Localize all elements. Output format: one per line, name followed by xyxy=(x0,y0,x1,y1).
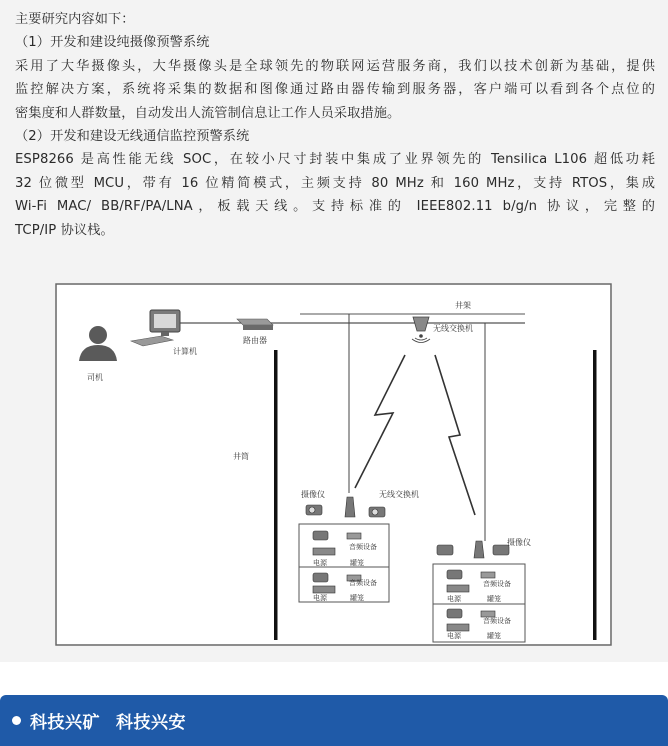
camera-icon xyxy=(313,573,328,582)
audio-device-icon xyxy=(347,533,361,539)
power-label: 电源 xyxy=(447,595,461,603)
camera-icon xyxy=(306,505,322,515)
shaft-label: 井筒 xyxy=(233,452,249,461)
power-icon xyxy=(313,548,335,555)
section-heading-1: （1）开发和建设纯摄像预警系统 xyxy=(15,35,210,51)
audio-device-label: 音频设备 xyxy=(483,617,511,625)
power-label: 电源 xyxy=(313,594,327,602)
wireless-switch-mid-icon xyxy=(345,497,355,517)
camera-icon xyxy=(447,570,462,579)
shaft-wall-right xyxy=(593,350,597,640)
audio-device-label: 音频设备 xyxy=(483,580,511,588)
router-label: 路由器 xyxy=(243,336,267,345)
cage-label: 罐笼 xyxy=(487,632,501,640)
wireless-switch-mid-label: 无线交换机 xyxy=(379,490,419,499)
paragraph-line: 监控解决方案，系统将采集的数据和图像通过路由器传输到服务器，客户端可以看到各个点位的 xyxy=(15,82,655,98)
power-label: 电源 xyxy=(313,559,327,567)
bullet-dot-icon xyxy=(12,716,21,725)
slogan-part-1: 科技兴矿 xyxy=(30,713,100,733)
cage-label: 罐笼 xyxy=(487,595,501,603)
power-label: 电源 xyxy=(447,632,461,640)
slogan-title xyxy=(30,708,186,733)
cage-label: 罐笼 xyxy=(350,594,364,602)
audio-device-icon xyxy=(481,572,495,578)
paragraph-line: Wi-Fi MAC/ BB/RF/PA/LNA，板载天线。支持标准的 IEEE802.11 b/g/n 协议，完整的 xyxy=(15,199,655,215)
camera-icon xyxy=(437,545,453,555)
intro-line: 主要研究内容如下： xyxy=(15,12,135,27)
audio-device-label: 音频设备 xyxy=(349,579,377,587)
audio-device-label: 音频设备 xyxy=(349,543,377,551)
camera-right-label: 摄像仪 xyxy=(507,538,531,547)
driver-label: 司机 xyxy=(87,373,103,382)
camera-icon xyxy=(313,531,328,540)
camera-icon xyxy=(369,507,385,517)
paragraph-line: 密集度和人群数量，自动发出人流管制信息让工作人员采取措施。 xyxy=(15,105,401,121)
section-heading-2: （2）开发和建设无线通信监控预警系统 xyxy=(15,129,250,145)
computer-label: 计算机 xyxy=(173,347,197,356)
paragraph-line: ESP8266 是高性能无线 SOC，在较小尺寸封装中集成了业界领先的 Tensilica L106 超低功耗 xyxy=(15,152,655,168)
paragraph-line: TCP/IP 协议栈。 xyxy=(15,222,114,238)
slogan-part-2: 科技兴安 xyxy=(116,713,186,733)
power-icon xyxy=(447,624,469,631)
camera-left-label: 摄像仪 xyxy=(301,490,325,499)
camera-icon xyxy=(447,609,462,618)
cage-label: 罐笼 xyxy=(350,559,364,567)
article-text xyxy=(15,8,655,242)
system-diagram xyxy=(55,283,612,646)
slogan-banner xyxy=(0,695,668,746)
paragraph-line: 32 位微型 MCU，带有 16 位精简模式，主频支持 80 MHz 和 160 MHz，支持 RTOS，集成 xyxy=(15,175,655,191)
wireless-switch-top-label: 无线交换机 xyxy=(433,324,473,333)
power-icon xyxy=(313,586,335,593)
wellhead-label: 井架 xyxy=(455,301,471,310)
paragraph-line: 采用了大华摄像头，大华摄像头是全球领先的物联网运营服务商，我们以技术创新为基础，提供 xyxy=(15,58,655,74)
shaft-wall-left xyxy=(274,350,278,640)
wireless-switch-right-icon xyxy=(474,541,484,558)
power-icon xyxy=(447,585,469,592)
